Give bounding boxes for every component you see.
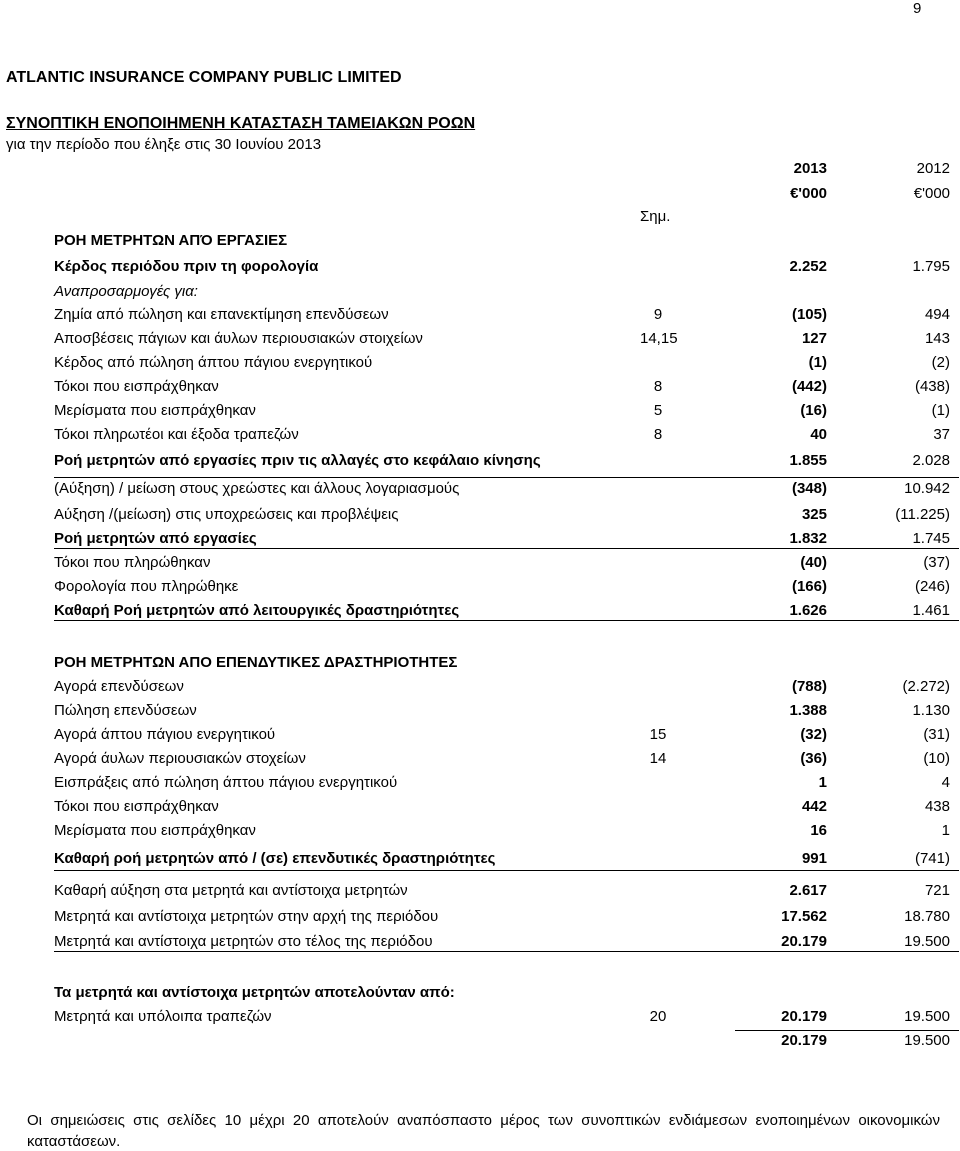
row-value-2012: 1.130 [912,702,950,719]
row-value-2013: 20.179 [781,1008,827,1025]
rule-operating-subtotal [54,477,959,478]
row-label: Κέρδος από πώληση άπτου πάγιου ενεργητικού [54,354,373,371]
rule-cash-end [54,951,959,952]
row-value-2012: (2) [931,354,950,371]
row-note: 8 [653,378,663,395]
row-note: 15 [649,726,667,743]
row-label: Ροή μετρητών από εργασίες πριν τις αλλαγές στο κεφάλαιο κίνησης [54,452,541,469]
row-value-2012: 1.795 [912,258,950,275]
year-2012-header: 2012 [916,160,950,177]
row-label: Καθαρή ροή μετρητών από / (σε) επενδυτικές δραστηριότητες [54,850,496,867]
row-value-2013: (442) [791,378,827,395]
rule-operating-net [54,620,959,621]
row-label: Τόκοι που εισπράχθηκαν [54,798,219,815]
row-label: Κέρδος περιόδου πριν τη φορολογία [54,258,319,275]
row-label: Ροή μετρητών από εργασίες [54,530,257,547]
row-value-2012: (11.225) [895,506,950,523]
row-value-2013: (1) [808,354,827,371]
row-label: Αποσβέσεις πάγιων και άυλων περιουσιακών στοιχείων [54,330,423,347]
row-value-2013: 20.179 [781,1032,827,1049]
row-value-2013: 442 [801,798,827,815]
row-value-2013: 127 [801,330,827,347]
row-label: Ζημία από πώληση και επανεκτίμηση επενδύσεων [54,306,389,323]
row-value-2013: (16) [800,402,827,419]
row-value-2013: 2.617 [789,882,827,899]
row-value-2013: 40 [810,426,827,443]
row-value-2013: (788) [791,678,827,695]
row-value-2012: (31) [923,726,950,743]
row-value-2013: (40) [800,554,827,571]
composition-heading: Τα μετρητά και αντίστοιχα μετρητών αποτελούνταν από: [54,984,455,1001]
row-note: 8 [653,426,663,443]
row-value-2012: 1.461 [912,602,950,619]
footnote-line-2: καταστάσεων. [27,1133,121,1150]
row-value-2012: 10.942 [904,480,950,497]
row-value-2013: 325 [801,506,827,523]
year-2013-header: 2013 [793,160,827,177]
row-value-2013: 17.562 [781,908,827,925]
row-label: Μερίσματα που εισπράχθηκαν [54,822,256,839]
row-label: Αγορά άπτου πάγιου ενεργητικού [54,726,276,743]
rule-investing-net [54,870,959,871]
row-value-2012: 494 [924,306,950,323]
statement-title: ΣΥΝΟΠΤΙΚΗ ΕΝΟΠΟΙΗΜΕΝΗ ΚΑΤΑΣΤΑΣΗ ΤΑΜΕΙΑΚΩΝ ΡΟΩΝ [6,115,476,132]
row-label: Καθαρή αύξηση στα μετρητά και αντίστοιχα μετρητών [54,882,408,899]
row-label: Τόκοι πληρωτέοι και έξοδα τραπεζών [54,426,299,443]
row-value-2012: 143 [924,330,950,347]
row-value-2013: 2.252 [789,258,827,275]
row-note: 14,15 [640,330,678,347]
row-label: Πώληση επενδύσεων [54,702,197,719]
operating-heading: ΡΟΗ ΜΕΤΡΗΤΩΝ ΑΠΌ ΕΡΓΑΣΙΕΣ [54,232,288,249]
row-value-2013: 1.832 [789,530,827,547]
row-value-2012: (2.272) [902,678,950,695]
page-number: 9 [913,0,922,17]
row-label: Αναπροσαρμογές για: [54,283,198,300]
row-value-2012: (10) [923,750,950,767]
row-label: Καθαρή Ροή μετρητών από λειτουργικές δραστηριότητες [54,602,460,619]
unit-2012-header: €'000 [913,185,950,202]
row-value-2012: 2.028 [912,452,950,469]
row-value-2013: (348) [791,480,827,497]
row-value-2013: 991 [801,850,827,867]
row-value-2012: 1 [941,822,950,839]
footnote-line-1: Οι σημειώσεις στις σελίδες 10 μέχρι 20 αποτελούν αναπόσπαστο μέρος των συνοπτικών ενδιάμεσων ενοποιημένων οικονομικών [27,1112,940,1129]
row-label: Μετρητά και υπόλοιπα τραπεζών [54,1008,272,1025]
row-value-2012: 4 [941,774,950,791]
row-note: 20 [649,1008,667,1025]
row-note: 14 [649,750,667,767]
row-label: Τόκοι που εισπράχθηκαν [54,378,219,395]
row-value-2012: (438) [914,378,950,395]
rule-operating-cashflow [54,548,959,549]
company-name: ATLANTIC INSURANCE COMPANY PUBLIC LIMITED [6,69,402,86]
row-value-2012: (741) [914,850,950,867]
row-value-2013: 1.855 [789,452,827,469]
row-value-2013: 1 [818,774,827,791]
row-value-2013: 20.179 [781,933,827,950]
row-value-2012: (246) [914,578,950,595]
row-value-2013: 1.388 [789,702,827,719]
note-column-header: Σημ. [640,208,671,225]
row-label: Μετρητά και αντίστοιχα μετρητών στην αρχή της περιόδου [54,908,439,925]
row-value-2012: 18.780 [904,908,950,925]
period-subtitle: για την περίοδο που έληξε στις 30 Ιουνίου 2013 [6,136,322,153]
row-label: Αγορά άυλων περιουσιακών στοχείων [54,750,306,767]
row-value-2013: (166) [791,578,827,595]
row-note: 9 [653,306,663,323]
rule-composition-total [735,1030,959,1031]
row-value-2012: 1.745 [912,530,950,547]
row-value-2013: 1.626 [789,602,827,619]
unit-2013-header: €'000 [790,185,827,202]
row-label: Μετρητά και αντίστοιχα μετρητών στο τέλος της περιόδου [54,933,433,950]
row-value-2013: 16 [810,822,827,839]
row-note: 5 [653,402,663,419]
row-value-2012: 19.500 [904,933,950,950]
row-value-2012: (37) [923,554,950,571]
row-label: Εισπράξεις από πώληση άπτου πάγιου ενεργητικού [54,774,398,791]
row-value-2012: 721 [924,882,950,899]
row-value-2012: 37 [933,426,950,443]
row-label: (Αύξηση) / μείωση στους χρεώστες και άλλους λογαριασμούς [54,480,460,497]
row-label: Αγορά επενδύσεων [54,678,184,695]
row-label: Τόκοι που πληρώθηκαν [54,554,211,571]
row-value-2012: 19.500 [904,1008,950,1025]
row-label: Αύξηση /(μείωση) στις υποχρεώσεις και προβλέψεις [54,506,399,523]
row-value-2013: (36) [800,750,827,767]
row-label: Μερίσματα που εισπράχθηκαν [54,402,256,419]
investing-heading: ΡΟΗ ΜΕΤΡΗΤΩΝ ΑΠΟ ΕΠΕΝΔΥΤΙΚΕΣ ΔΡΑΣΤΗΡΙΟΤΗΤΕΣ [54,654,458,671]
row-value-2013: (32) [800,726,827,743]
row-label: Φορολογία που πληρώθηκε [54,578,239,595]
row-value-2012: (1) [931,402,950,419]
row-value-2013: (105) [791,306,827,323]
row-value-2012: 19.500 [904,1032,950,1049]
row-value-2012: 438 [924,798,950,815]
